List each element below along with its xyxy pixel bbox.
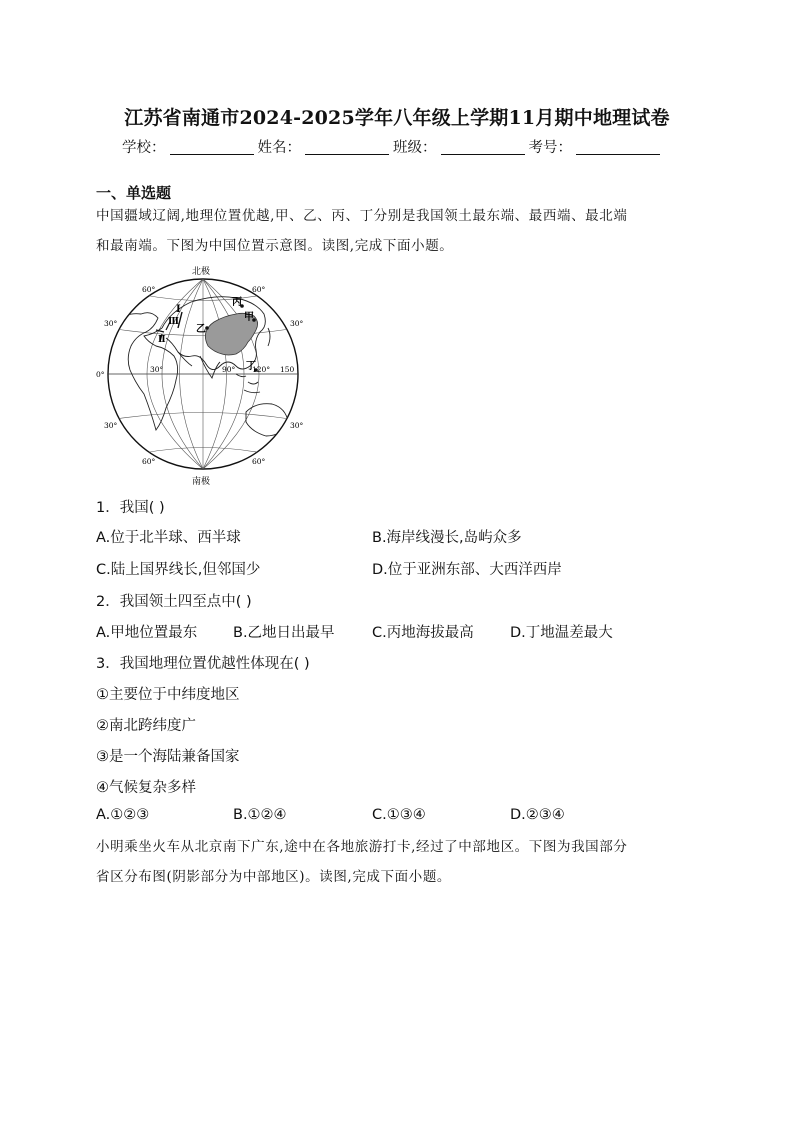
- lat-30-nw: 30°: [104, 319, 118, 328]
- intro-line: 省区分布图(阴影部分为中部地区)。读图,完成下面小题。: [96, 869, 452, 885]
- q2-option-d[interactable]: D.丁地温差最大: [510, 625, 613, 641]
- q3-statement-2: ②南北跨纬度广: [96, 718, 196, 734]
- q2-option-b[interactable]: B.乙地日出最早: [233, 625, 335, 641]
- lat-60-nw: 60°: [142, 285, 156, 294]
- section-title: 一、单选题: [96, 184, 172, 202]
- q2-option-c[interactable]: C.丙地海拔最高: [372, 625, 474, 641]
- lon-150: 150: [280, 365, 295, 374]
- intro-paragraph-1: [96, 201, 706, 261]
- label-II: Ⅱ: [158, 335, 166, 345]
- intro-line: 和最南端。下图为中国位置示意图。读图,完成下面小题。: [96, 238, 454, 254]
- south-pole-label: 南极: [192, 477, 211, 487]
- school-label: 学校：: [122, 140, 166, 156]
- q1-option-d[interactable]: D.位于亚洲东部、大西洋西岸: [372, 562, 562, 578]
- q1-option-b[interactable]: B.海岸线漫长,岛屿众多: [372, 530, 522, 546]
- label-yi: 乙: [196, 324, 206, 335]
- north-pole-label: 北极: [192, 267, 211, 277]
- intro-line: 小明乘坐火车从北京南下广东,途中在各地旅游打卡,经过了中部地区。下图为我国部分: [96, 839, 628, 855]
- lat-60-sw: 60°: [142, 457, 156, 466]
- school-blank[interactable]: [170, 140, 254, 155]
- question-1-stem: 1．我国( ): [96, 500, 165, 516]
- lat-30-ne: 30°: [290, 319, 304, 328]
- label-I: Ⅰ: [176, 304, 181, 315]
- q3-option-b[interactable]: B.①②④: [233, 807, 287, 823]
- q1-option-a[interactable]: A.位于北半球、西半球: [96, 530, 241, 546]
- q3-option-a[interactable]: A.①②③: [96, 807, 150, 823]
- china-location-globe-map: [96, 262, 316, 490]
- class-blank[interactable]: [441, 140, 525, 155]
- lat-0-w: 0°: [96, 370, 105, 379]
- lat-60-se: 60°: [252, 457, 266, 466]
- q3-statement-4: ④气候复杂多样: [96, 780, 196, 796]
- q3-statement-3: ③是一个海陆兼备国家: [96, 749, 240, 765]
- lat-30-se: 30°: [290, 421, 304, 430]
- lat-30-sw: 30°: [104, 421, 118, 430]
- name-blank[interactable]: [305, 140, 389, 155]
- lat-60-ne: 60°: [252, 285, 266, 294]
- intro-line: 中国疆域辽阔,地理位置优越,甲、乙、丙、丁分别是我国领土最东端、最西端、最北端: [96, 208, 628, 224]
- q2-option-a[interactable]: A.甲地位置最东: [96, 625, 198, 641]
- lon-90: 90°: [222, 365, 236, 374]
- q3-option-c[interactable]: C.①③④: [372, 807, 426, 823]
- id-label: 考号：: [528, 140, 572, 156]
- q3-statement-1: ①主要位于中纬度地区: [96, 687, 240, 703]
- lon-30: 30°: [150, 365, 164, 374]
- question-3-stem: 3．我国地理位置优越性体现在( ): [96, 656, 310, 672]
- label-III: Ⅲ: [168, 317, 179, 327]
- label-bing: 丙: [232, 297, 242, 308]
- exam-title: 江苏省南通市2024-2025学年八年级上学期11月期中地理试卷: [124, 107, 670, 129]
- student-info-row: [122, 136, 664, 157]
- q1-option-c[interactable]: C.陆上国界线长,但邻国少: [96, 562, 261, 578]
- class-label: 班级：: [393, 140, 437, 156]
- q3-option-d[interactable]: D.②③④: [510, 807, 565, 823]
- question-2-stem: 2．我国领土四至点中( ): [96, 594, 252, 610]
- id-blank[interactable]: [576, 140, 660, 155]
- intro-paragraph-2: [96, 832, 706, 892]
- label-ding: 丁: [246, 361, 256, 372]
- label-jia: 甲: [244, 312, 254, 323]
- name-label: 姓名：: [257, 140, 301, 156]
- lon-120: 120°: [252, 365, 271, 374]
